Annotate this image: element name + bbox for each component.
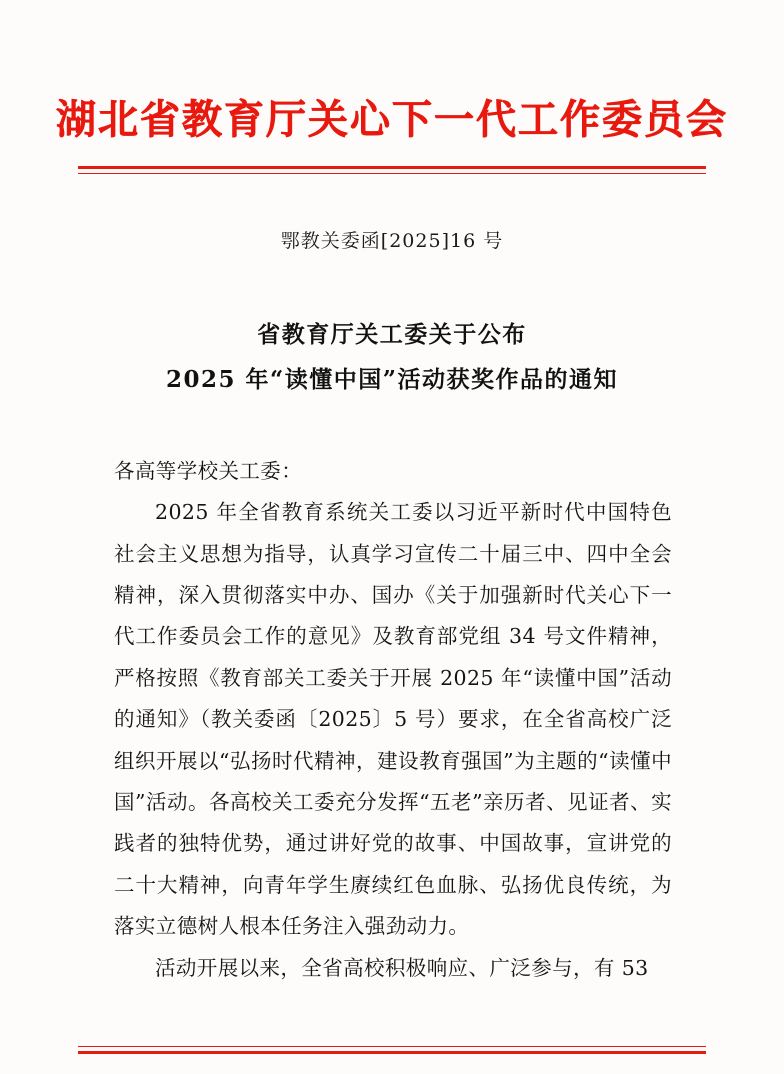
page-title <box>0 313 784 403</box>
letterhead <box>0 0 784 144</box>
header-rule-thin <box>78 173 706 174</box>
letterhead-title: 湖北省教育厅关心下一代工作委员会 <box>56 96 728 143</box>
page-title-line-1: 省教育厅关工委关于公布 <box>257 321 527 348</box>
page-title-line-2: 2025 年“读懂中国”活动获奖作品的通知 <box>166 365 618 393</box>
footer-divider <box>78 1046 706 1054</box>
header-rule-thick <box>78 166 706 169</box>
salutation: 各高等学校关工委： <box>114 458 303 483</box>
footer-rule-thick <box>78 1051 706 1054</box>
header-divider <box>0 166 784 174</box>
document-number: 鄂教关委函[2025]16 号 <box>280 230 504 252</box>
body-paragraph-1: 2025 年全省教育系统关工委以习近平新时代中国特色社会主义思想为指导，认真学习宣传二十届三中、四中全会精神，深入贯彻落实中办、国办《关于加强新时代关心下一代工作委员会工作的意见》及教育部党组 34 号文件精神，严格按照《教育部关工委关于开展 2025 年“读懂中国”活动的通知》（教关委函〔2025〕5 号）要求，在全省高校广泛组织开展以“弘扬时代精神，建设教育强国”为主题的“读懂中国”活动。各高校关工委充分发挥“五老”亲历者、见证者、实践者的独特优势，通过讲好党的故事、中国故事，宣讲党的二十大精神，向青年学生赓续红色血脉、弘扬优良传统，为落实立德树人根本任务注入强劲动力。 <box>114 500 672 939</box>
body-paragraph-2: 活动开展以来，全省高校积极响应、广泛参与，有 53 <box>155 955 649 980</box>
footer-rule-thin <box>78 1046 706 1047</box>
document-body <box>0 451 784 989</box>
